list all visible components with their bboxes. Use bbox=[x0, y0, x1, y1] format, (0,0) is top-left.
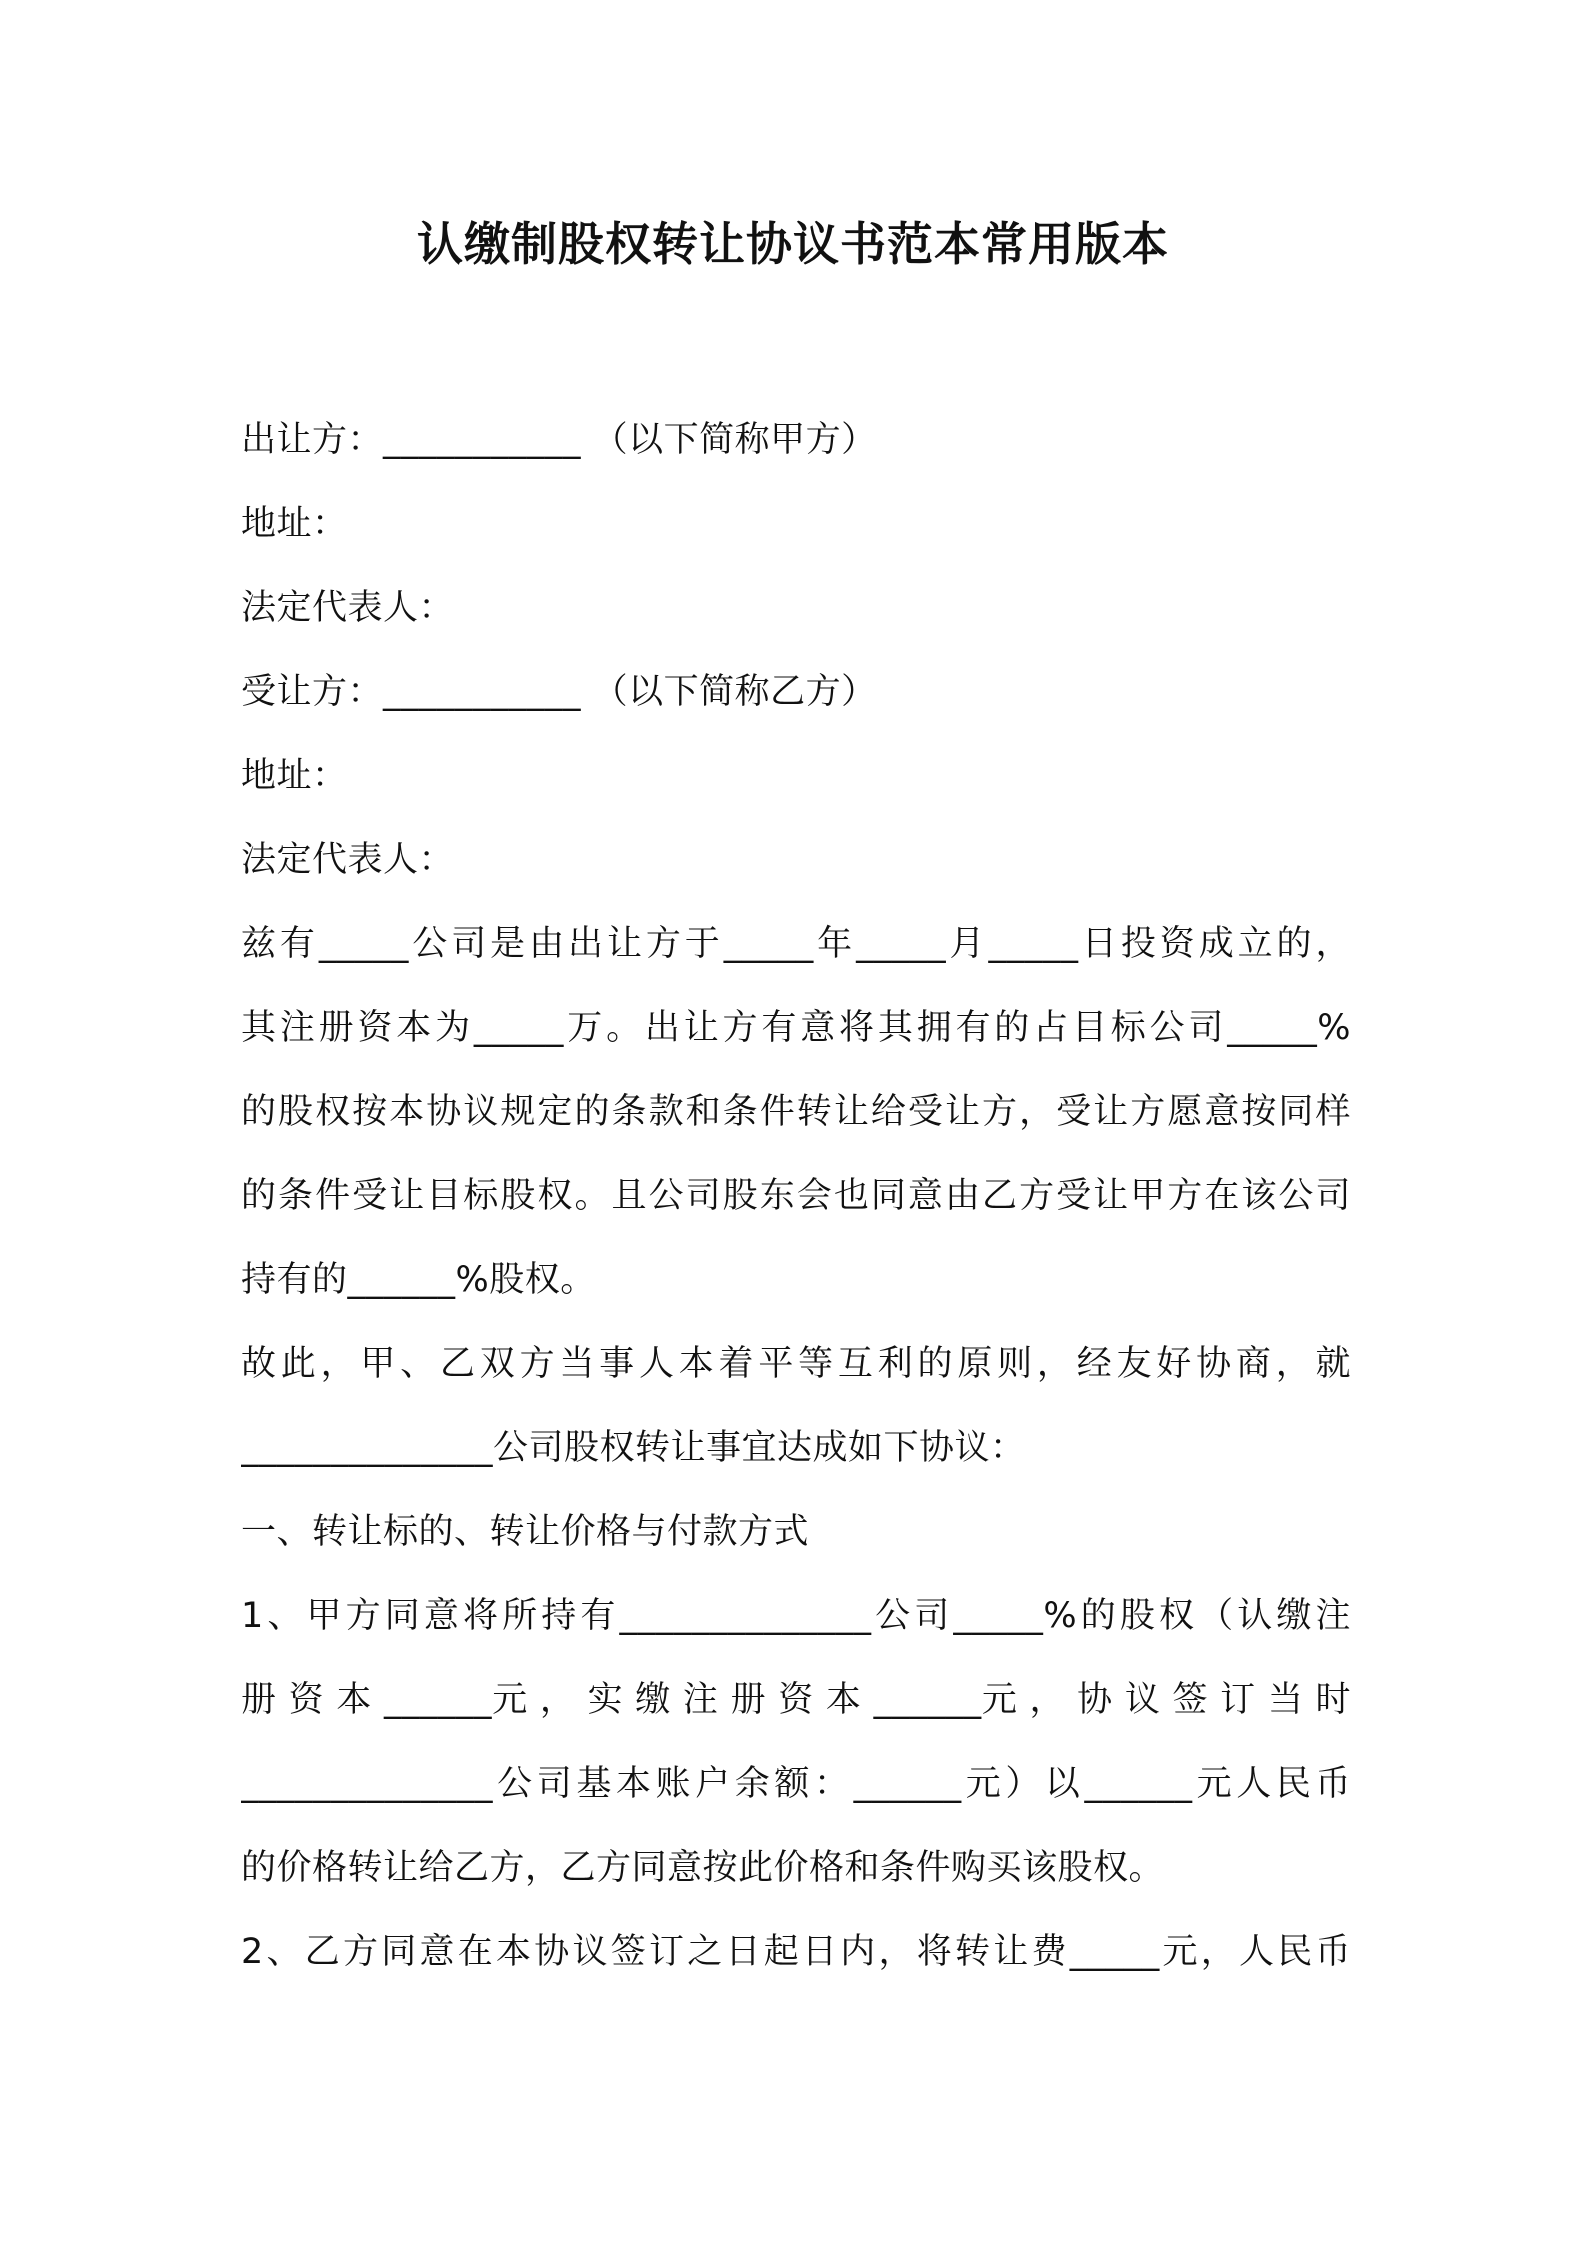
party-b-address: 地址： bbox=[241, 756, 348, 796]
clause-line: 的价格转让给乙方，乙方同意按此价格和条件购买该股权。 bbox=[241, 1848, 1165, 1888]
paragraph-line: ______________公司股权转让事宜达成如下协议： bbox=[241, 1428, 1026, 1468]
party-a-representative: 法定代表人： bbox=[241, 588, 455, 628]
party-a-line: 出让方：___________ （以下简称甲方） bbox=[241, 420, 877, 460]
document-body bbox=[241, 398, 1351, 1994]
document-title: 认缴制股权转让协议书范本常用版本 bbox=[417, 217, 1169, 271]
clause-line: 册 资 本 ______元 ， 实 缴 注 册 资 本 ______元 ， 协 议 签 订 当 时 bbox=[241, 1680, 1351, 1720]
paragraph-line: 故此，甲、乙双方当事人本着平等互利的原则，经友好协商，就 bbox=[241, 1344, 1351, 1384]
paragraph-line: 的股权按本协议规定的条款和条件转让给受让方，受让方愿意按同样 bbox=[241, 1092, 1351, 1132]
paragraph-line: 持有的______%股权。 bbox=[241, 1260, 596, 1300]
clause-line: 2、乙方同意在本协议签订之日起日内，将转让费_____元，人民币 bbox=[241, 1932, 1351, 1972]
clause-line: ______________公司基本账户余额：______元）以______元人民币 bbox=[241, 1764, 1351, 1804]
paragraph-line: 的条件受让目标股权。且公司股东会也同意由乙方受让甲方在该公司 bbox=[241, 1176, 1351, 1216]
party-b-representative: 法定代表人： bbox=[241, 840, 455, 880]
party-a-address: 地址： bbox=[241, 504, 348, 544]
paragraph-line: 其注册资本为_____万。出让方有意将其拥有的占目标公司_____% bbox=[241, 1008, 1351, 1048]
section-heading: 一、转让标的、转让价格与付款方式 bbox=[241, 1512, 810, 1552]
paragraph-line: 兹有_____公司是由出让方于_____年_____月_____日投资成立的， bbox=[241, 924, 1351, 964]
party-b-line: 受让方：___________ （以下简称乙方） bbox=[241, 672, 877, 712]
clause-line: 1、甲方同意将所持有______________公司_____%的股权（认缴注 bbox=[241, 1596, 1351, 1636]
